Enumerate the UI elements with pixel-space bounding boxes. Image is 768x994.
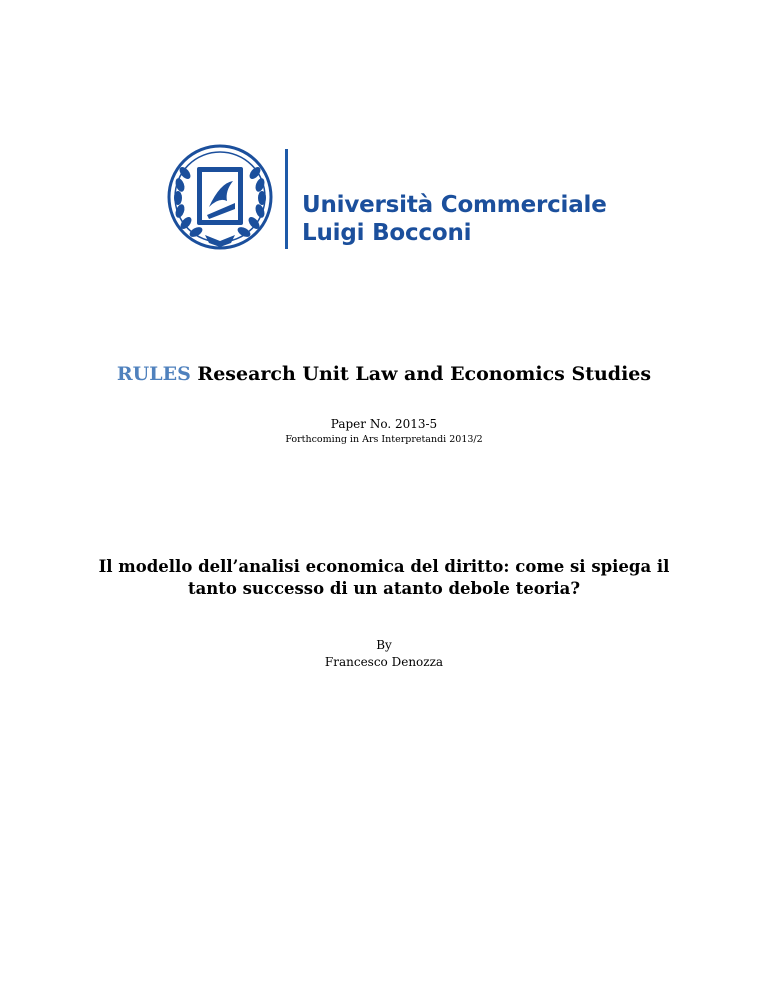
author-name: Francesco Denozza <box>324 655 444 669</box>
university-name <box>302 191 607 247</box>
research-unit-name: Research Unit Law and Economics Studies <box>190 363 652 385</box>
university-seal-icon <box>165 143 275 251</box>
university-name-line2: Luigi Bocconi <box>302 220 472 246</box>
university-name-line1: Università Commerciale <box>302 192 607 218</box>
forthcoming-note: Forthcoming in Ars Interpretandi 2013/2 <box>285 434 483 445</box>
logo-divider <box>285 149 288 249</box>
byline-by: By <box>376 638 392 652</box>
research-unit-heading <box>0 362 768 386</box>
paper-number: Paper No. 2013-5 <box>330 417 438 431</box>
paper-title: Il modello dell’analisi economica del diritto: come si spiega il tanto successo di un atanto debole teoria? <box>98 557 670 598</box>
rules-acronym: RULES <box>116 363 191 385</box>
university-logo <box>165 143 605 253</box>
